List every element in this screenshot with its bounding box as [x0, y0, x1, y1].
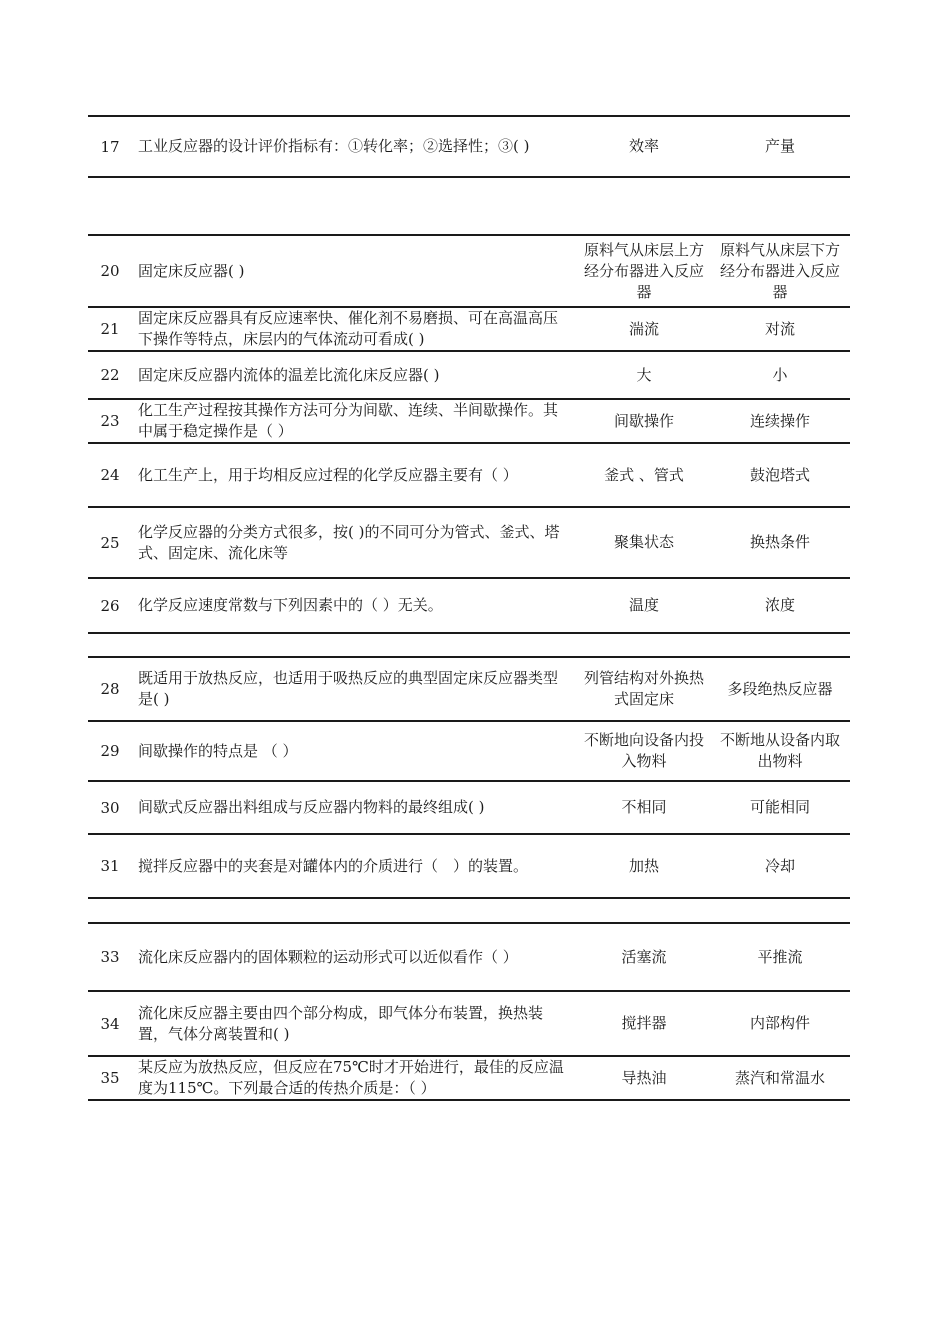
option-a: 湍流 [628, 319, 659, 338]
option-b: 平推流 [757, 947, 803, 966]
question-number: 28 [100, 680, 120, 698]
option-a: 搅拌器 [621, 1014, 667, 1032]
table-row [88, 117, 850, 176]
question-text: 固定床反应器内流体的温差比流化床反应器( ) [138, 365, 440, 384]
table-row [88, 924, 850, 990]
question-text: 流化床反应器内的固体颗粒的运动形式可以近似看作（ ） [138, 947, 518, 966]
table-rule [88, 1099, 850, 1101]
option-b: 产量 [764, 137, 795, 155]
table-row [88, 400, 850, 442]
question-number: 31 [100, 857, 120, 875]
option-b: 鼓泡塔式 [749, 465, 810, 484]
option-b: 可能相同 [749, 798, 810, 816]
question-text: 化工生产上，用于均相反应过程的化学反应器主要有（ ） [138, 465, 518, 484]
question-text: 某反应为放热反应，但反应在75℃时才开始进行，最佳的反应温度为115℃。下列最合适的传热介质是：（ ） [138, 1058, 564, 1097]
table-row [88, 236, 850, 306]
question-number: 20 [100, 262, 120, 280]
question-number: 21 [100, 320, 120, 338]
option-a: 原料气从床层上方经分布器进入反应器 [583, 240, 704, 301]
table-row [88, 308, 850, 350]
option-a: 釜式 、管式 [604, 465, 684, 484]
question-number: 25 [100, 533, 120, 552]
option-a: 加热 [628, 856, 659, 875]
table-row [88, 782, 850, 833]
question-text: 工业反应器的设计评价指标有：①转化率；②选择性；③( ) [138, 137, 530, 155]
question-text: 固定床反应器( ) [138, 261, 245, 280]
option-a: 温度 [628, 596, 659, 614]
question-text: 间歇式反应器出料组成与反应器内物料的最终组成( ) [138, 798, 485, 816]
option-a: 大 [636, 365, 652, 384]
option-b: 浓度 [764, 596, 795, 614]
option-b: 小 [772, 365, 788, 384]
question-number: 30 [100, 798, 120, 817]
table-rule [88, 632, 850, 634]
option-a: 聚集状态 [613, 533, 674, 551]
option-b: 内部构件 [749, 1014, 810, 1032]
table-row [88, 508, 850, 577]
option-b: 不断地从设备内取出物料 [719, 731, 840, 770]
question-number: 23 [100, 412, 120, 430]
question-number: 24 [100, 466, 120, 484]
option-b: 对流 [764, 319, 795, 338]
option-b: 原料气从床层下方经分布器进入反应器 [719, 240, 840, 301]
table-row [88, 579, 850, 632]
table-rule [88, 897, 850, 899]
question-number: 17 [100, 137, 120, 156]
question-text: 化学反应速度常数与下列因素中的（ ）无关。 [138, 596, 443, 614]
option-a: 间歇操作 [613, 411, 674, 430]
question-number: 33 [100, 948, 120, 966]
table-row [88, 658, 850, 720]
option-a: 效率 [628, 137, 659, 155]
question-text: 固定床反应器具有反应速率快、催化剂不易磨损、可在高温高压下操作等特点，床层内的气体流动可看成( ) [138, 309, 559, 348]
table-row [88, 835, 850, 897]
question-text: 间歇操作的特点是 （ ） [138, 741, 298, 760]
question-number: 34 [100, 1014, 120, 1033]
table-row [88, 444, 850, 506]
option-b: 连续操作 [749, 411, 810, 430]
option-b: 换热条件 [749, 533, 810, 551]
table-row [88, 1057, 850, 1099]
question-text: 化工生产过程按其操作方法可分为间歇、连续、半间歇操作。其中属于稳定操作是（ ） [138, 401, 559, 440]
option-a: 导热油 [621, 1068, 667, 1087]
table-row [88, 352, 850, 398]
option-a: 活塞流 [621, 947, 667, 966]
table-row [88, 992, 850, 1055]
question-text: 搅拌反应器中的夹套是对罐体内的介质进行（ ）的装置。 [138, 856, 529, 875]
option-a: 列管结构对外换热式固定床 [583, 669, 704, 708]
option-b: 冷却 [764, 856, 795, 875]
question-text: 既适用于放热反应，也适用于吸热反应的典型固定床反应器类型是( ) [138, 669, 559, 708]
question-text: 化学反应器的分类方式很多，按( )的不同可分为管式、釜式、塔式、固定床、流化床等 [138, 522, 560, 562]
question-number: 35 [100, 1069, 120, 1087]
option-b: 多段绝热反应器 [727, 679, 833, 698]
table-rule [88, 176, 850, 178]
table-row [88, 722, 850, 780]
question-text: 流化床反应器主要由四个部分构成，即气体分布装置，换热装置，气体分离装置和( ) [138, 1003, 544, 1043]
question-number: 26 [100, 596, 120, 615]
option-b: 蒸汽和常温水 [734, 1068, 825, 1087]
question-number: 22 [100, 366, 120, 384]
option-a: 不相同 [621, 798, 667, 816]
option-a: 不断地向设备内投入物料 [583, 731, 704, 770]
question-number: 29 [100, 742, 120, 760]
